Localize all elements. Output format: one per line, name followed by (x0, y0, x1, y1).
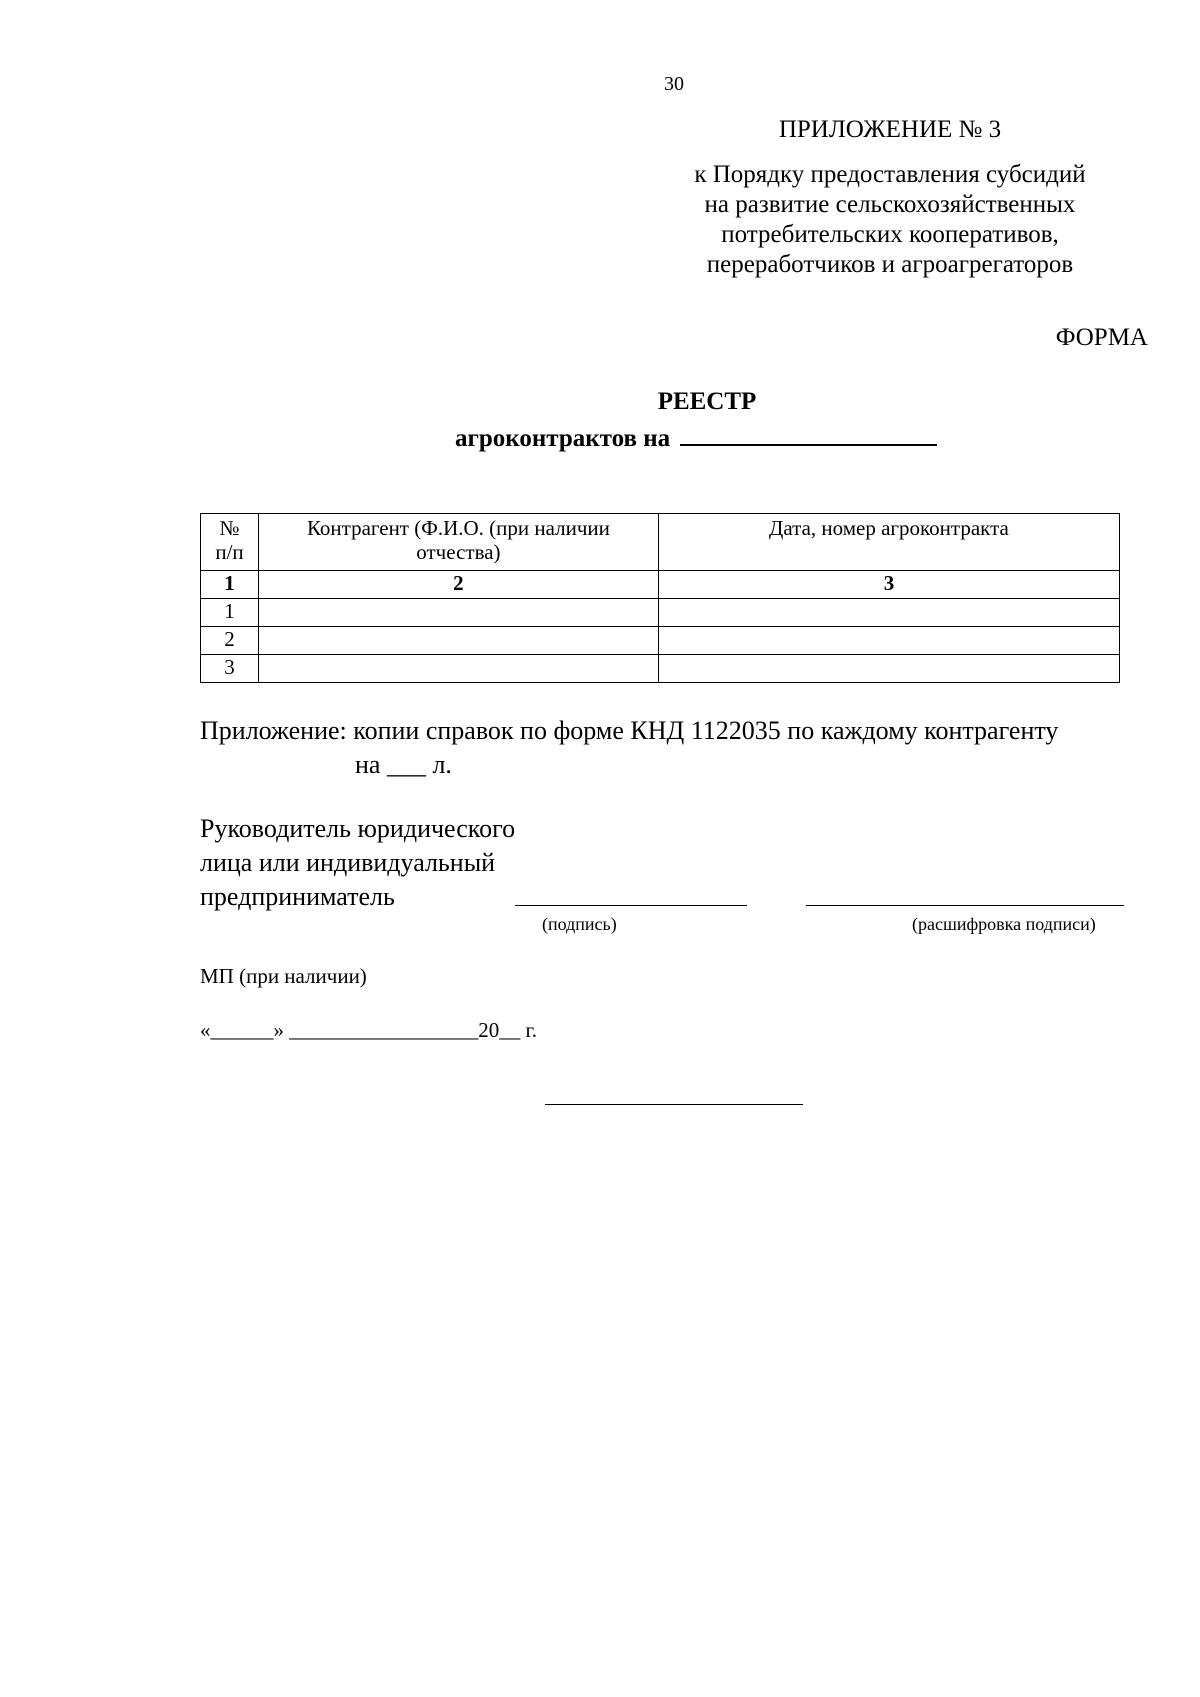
register-subtitle-text: агроконтрактов на (455, 425, 671, 452)
bottom-blank-line[interactable] (545, 1104, 803, 1105)
header-cell-contract (658, 514, 1119, 571)
signature-line[interactable] (515, 905, 747, 906)
stamp-note: МП (при наличии) (200, 964, 367, 988)
table-row (201, 599, 1120, 627)
table-row (201, 627, 1120, 655)
register-title (0, 388, 1200, 416)
signature-decoding-line[interactable] (806, 905, 1124, 906)
counterparty-cell[interactable] (258, 599, 658, 627)
row-number-cell: 1 (201, 599, 259, 627)
header-cell-number (201, 514, 259, 571)
header-number-text: № п/п (215, 516, 244, 564)
table-row (201, 655, 1120, 683)
form-label: ФОРМА (1055, 324, 1148, 351)
contract-cell[interactable] (658, 655, 1119, 683)
appendix-line: переработчиков и агроагрегаторов (706, 251, 1074, 278)
header-counterparty-text: Контрагент (Ф.И.О. (при наличии отчества) (306, 516, 610, 564)
register-title-text: РЕЕСТР (657, 388, 757, 415)
header-cell-counterparty (258, 514, 658, 571)
appendix-line: потребительских кооперативов, (721, 221, 1059, 248)
signer-title-line: лица или индивидуальный (200, 848, 496, 877)
signature-caption: (подпись) (542, 914, 617, 934)
row-number-cell: 3 (201, 655, 259, 683)
attachment-pages: на ___ л. (355, 750, 452, 779)
signer-title-line: предприниматель (200, 882, 395, 911)
contract-cell[interactable] (658, 599, 1119, 627)
counterparty-cell[interactable] (258, 627, 658, 655)
signature-decoding-caption: (расшифровка подписи) (912, 914, 1096, 934)
row-number-cell: 2 (201, 627, 259, 655)
column-number-cell: 3 (658, 571, 1119, 599)
contract-cell[interactable] (658, 627, 1119, 655)
column-number-cell: 1 (201, 571, 259, 599)
table-column-numbers-row (201, 571, 1120, 599)
appendix-line: на развитие сельскохозяйственных (704, 191, 1076, 218)
register-date-blank[interactable] (680, 444, 937, 446)
appendix-description (650, 160, 1130, 280)
attachment-note: Приложение: копии справок по форме КНД 1122035 по каждому контрагенту (200, 716, 1059, 745)
column-number-cell: 2 (258, 571, 658, 599)
appendix-title: ПРИЛОЖЕНИЕ № 3 (778, 116, 1002, 143)
header-contract-text: Дата, номер агроконтракта (769, 516, 1009, 540)
register-table (200, 513, 1120, 683)
signer-title-line: Руководитель юридического (200, 814, 516, 843)
register-subtitle (455, 425, 937, 453)
page-number: 30 (664, 73, 684, 95)
date-line[interactable]: «______» __________________20__ г. (200, 1018, 537, 1042)
table-header-row (201, 514, 1120, 571)
counterparty-cell[interactable] (258, 655, 658, 683)
appendix-line: к Порядку предоставления субсидий (694, 161, 1086, 188)
